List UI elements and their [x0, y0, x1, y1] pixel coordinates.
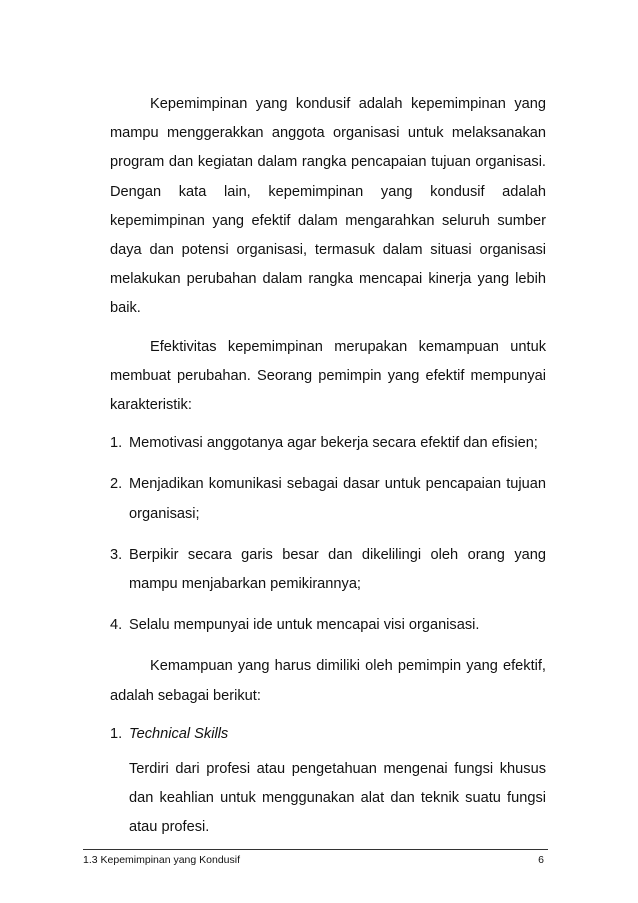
list-item [110, 470, 546, 528]
page-footer [83, 849, 548, 866]
list-number: 4. [110, 617, 123, 634]
page-number: 6 [538, 854, 544, 866]
list-text: Memotivasi anggotanya agar bekerja secara efektif dan efisien; [129, 435, 538, 452]
list-text: Selalu mempunyai ide untuk mencapai visi organisasi. [129, 617, 480, 634]
characteristics-list [110, 429, 546, 640]
list-item [110, 541, 546, 599]
footer-section-title: 1.3 Kepemimpinan yang Kondusif [83, 854, 241, 866]
list-number: 1. [110, 725, 123, 742]
skill-description: Terdiri dari profesi atau pengetahuan mengenai fungsi khusus dan keahlian untuk menggunakan alat dan teknik suatu fungsi atau profesi. [129, 761, 546, 836]
list-text: Menjadikan komunikasi sebagai dasar untuk pencapaian tujuan organisasi; [129, 476, 546, 522]
list-number: 2. [110, 476, 123, 493]
list-item [110, 429, 546, 458]
page-body [110, 90, 546, 852]
list-number: 1. [110, 435, 123, 452]
list-number: 3. [110, 546, 123, 563]
list-text: Berpikir secara garis besar dan dikelilingi oleh orang yang mampu menjabarkan pemikirannya; [129, 546, 546, 593]
paragraph-intro: Kepemimpinan yang kondusif adalah kepemimpinan yang mampu menggerakkan anggota organisasi untuk melaksanakan program dan kegiatan dalam rangka pencapaian tujuan organisasi. Dengan kata lain, kepemimpinan yang kondusif adalah kepemimpinan yang efektif dalam mengarahkan seluruh sumber daya dan potensi organisasi, termasuk dalam situasi organisasi melakukan perubahan dalam rangka mencapai kinerja yang lebih baik. [110, 96, 546, 317]
paragraph-abilities: Kemampuan yang harus dimiliki oleh pemimpin yang efektif, adalah sebagai berikut: [110, 658, 546, 704]
skill-title: Technical Skills [129, 725, 229, 742]
paragraph-effectiveness: Efektivitas kepemimpinan merupakan kemampuan untuk membuat perubahan. Seorang pemimpin yang efektif mempunyai karakteristik: [110, 338, 546, 414]
list-item [110, 611, 546, 640]
skill-heading [110, 720, 546, 749]
skills-list [110, 720, 546, 843]
